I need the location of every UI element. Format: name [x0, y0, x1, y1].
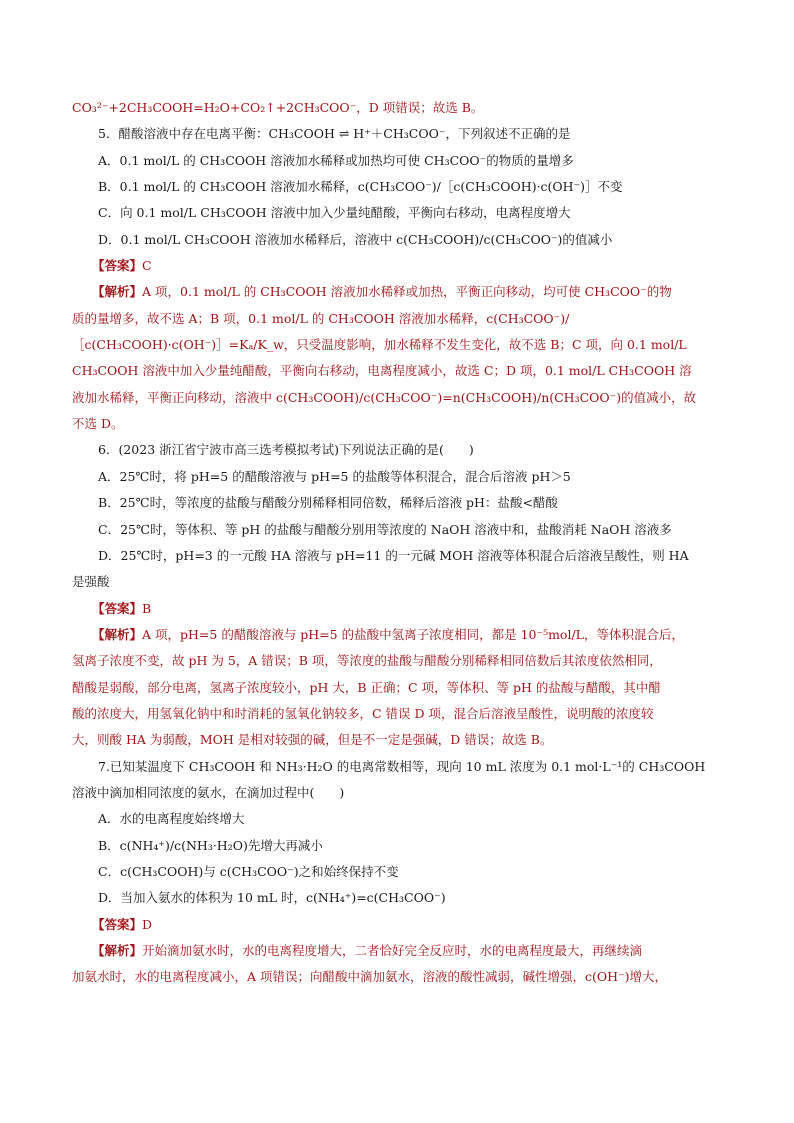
line-text: B．c(NH₄⁺)/c(NH₃·H₂O)先增大再减小: [98, 837, 323, 853]
line-text: CH₃COOH 溶液中加入少量纯醋酸，平衡向右移动，电离程度减小，故选 C；D 项，0.1 mol/L CH₃COOH 溶: [72, 363, 692, 379]
text-line: [72, 806, 732, 832]
line-text: 6．(2023 浙江省宁波市高三选考模拟考试)下列说法正确的是( ): [98, 442, 474, 458]
text-line: [72, 859, 732, 885]
text-line: [72, 464, 732, 490]
text-line: [72, 780, 732, 806]
text-line: [72, 885, 732, 911]
answer-tag: 【答案】: [92, 600, 143, 616]
text-line: [72, 358, 732, 384]
line-text: A．水的电离程度始终增大: [98, 811, 245, 827]
text-line: [72, 306, 732, 332]
line-text: 溶液中滴加相同浓度的氨水，在滴加过程中( ): [72, 784, 345, 800]
text-line: [72, 596, 732, 622]
line-text: 是强酸: [72, 574, 110, 590]
line-text: ［c(CH₃COOH)·c(OH⁻)］=Kₐ/K_w，只受温度影响，加水稀释不发生变化，故不选 B；C 项，向 0.1 mol/L: [72, 337, 687, 353]
text-line: [72, 200, 732, 226]
line-text: 氢离子浓度不变，故 pH 为 5，A 错误；B 项，等浓度的盐酸与醋酸分别稀释相同倍数后其浓度依然相同，: [72, 653, 662, 669]
text-line: [72, 332, 732, 358]
analysis-tag: 【解析】: [92, 626, 143, 642]
line-text: A．0.1 mol/L 的 CH₃COOH 溶液加水稀释或加热均可使 CH₃COO⁻的物质的量增多: [98, 152, 574, 168]
line-text: 7.已知某温度下 CH₃COOH 和 NH₃·H₂O 的电离常数相等，现向 10 mL 浓度为 0.1 mol·L⁻¹的 CH₃COOH: [98, 758, 706, 774]
text-line: [72, 938, 732, 964]
text-line: [72, 490, 732, 516]
text-line: [72, 279, 732, 305]
line-text: B: [142, 600, 152, 616]
analysis-tag: 【解析】: [92, 943, 143, 958]
text-line: [72, 174, 732, 200]
text-line: [72, 385, 732, 411]
text-line: [72, 912, 732, 938]
line-text: C．c(CH₃COOH)与 c(CH₃COO⁻)之和始终保持不变: [98, 863, 399, 879]
text-line: [72, 95, 732, 121]
text-line: [72, 543, 732, 569]
text-line: [72, 964, 732, 990]
line-text: 不选 D。: [72, 416, 124, 432]
text-line: [72, 411, 732, 437]
text-line: [72, 148, 732, 174]
answer-tag: 【答案】: [92, 258, 143, 274]
line-text: 开始滴加氨水时，水的电离程度增大，二者恰好完全反应时，水的电离程度最大，再继续滴: [142, 943, 643, 958]
text-line: [72, 437, 732, 463]
line-text: A 项，pH=5 的醋酸溶液与 pH=5 的盐酸中氢离子浓度相同，都是 10⁻⁵mol/L，等体积混合后，: [142, 626, 684, 642]
line-text: B．0.1 mol/L 的 CH₃COOH 溶液加水稀释，c(CH₃COO⁻)/［c(CH₃COOH)·c(OH⁻)］不变: [98, 179, 623, 195]
document-body: [72, 95, 732, 991]
line-text: D: [142, 916, 153, 932]
text-line: [72, 517, 732, 543]
line-text: C: [142, 258, 152, 274]
line-text: 质的量增多，故不选 A；B 项，0.1 mol/L 的 CH₃COOH 溶液加水稀释，c(CH₃COO⁻)/: [72, 310, 570, 326]
line-text: 5．醋酸溶液中存在电离平衡：CH₃COOH ⇌ H⁺＋CH₃COO⁻，下列叙述不正确的是: [98, 126, 571, 142]
line-text: 酸的浓度大，用氢氧化钠中和时消耗的氢氧化钠较多，C 错误 D 项，混合后溶液呈酸性，说明酸的浓度较: [72, 705, 654, 721]
text-line: [72, 701, 732, 727]
line-text: CO₃²⁻+2CH₃COOH=H₂O+CO₂↑+2CH₃COO⁻，D 项错误；故选 B。: [72, 100, 484, 115]
answer-tag: 【答案】: [92, 916, 143, 932]
line-text: 大，则酸 HA 为弱酸，MOH 是相对较强的碱，但是不一定是强碱，D 错误；故选 B。: [72, 732, 553, 748]
line-text: D．0.1 mol/L CH₃COOH 溶液加水稀释后，溶液中 c(CH₃COOH)/c(CH₃COO⁻)的值减小: [98, 231, 613, 247]
text-line: [72, 121, 732, 147]
line-text: A 项，0.1 mol/L 的 CH₃COOH 溶液加水稀释或加热，平衡正向移动，均可使 CH₃COO⁻的物: [142, 284, 672, 300]
text-line: [72, 227, 732, 253]
analysis-tag: 【解析】: [92, 284, 143, 300]
line-text: C．向 0.1 mol/L CH₃COOH 溶液中加入少量纯醋酸，平衡向右移动，电离程度增大: [98, 205, 571, 221]
line-text: A．25℃时，将 pH=5 的醋酸溶液与 pH=5 的盐酸等体积混合，混合后溶液 pH＞5: [98, 468, 571, 484]
text-line: [72, 569, 732, 595]
text-line: [72, 253, 732, 279]
text-line: [72, 754, 732, 780]
text-line: [72, 833, 732, 859]
line-text: 加氨水时，水的电离程度减小，A 项错误；向醋酸中滴加氨水，溶液的酸性减弱，碱性增强，c(OH⁻)增大，: [72, 969, 668, 985]
line-text: D．25℃时，pH=3 的一元酸 HA 溶液与 pH=11 的一元碱 MOH 溶液等体积混合后溶液呈酸性，则 HA: [98, 547, 689, 563]
text-line: [72, 648, 732, 674]
line-text: 醋酸是弱酸，部分电离，氢离子浓度较小，pH 大，B 正确；C 项，等体积、等 pH 的盐酸与醋酸，其中醋: [72, 679, 661, 695]
line-text: D．当加入氨水的体积为 10 mL 时，c(NH₄⁺)=c(CH₃COO⁻): [98, 890, 446, 906]
text-line: [72, 675, 732, 701]
text-line: [72, 727, 732, 753]
line-text: B．25℃时，等浓度的盐酸与醋酸分别稀释相同倍数，稀释后溶液 pH：盐酸<醋酸: [98, 495, 558, 511]
line-text: 液加水稀释，平衡正向移动，溶液中 c(CH₃COOH)/c(CH₃COO⁻)=n(CH₃COOH)/n(CH₃COO⁻)的值减小，故: [72, 389, 697, 405]
text-line: [72, 622, 732, 648]
line-text: C．25℃时，等体积、等 pH 的盐酸与醋酸分别用等浓度的 NaOH 溶液中和，盐酸消耗 NaOH 溶液多: [98, 521, 672, 537]
